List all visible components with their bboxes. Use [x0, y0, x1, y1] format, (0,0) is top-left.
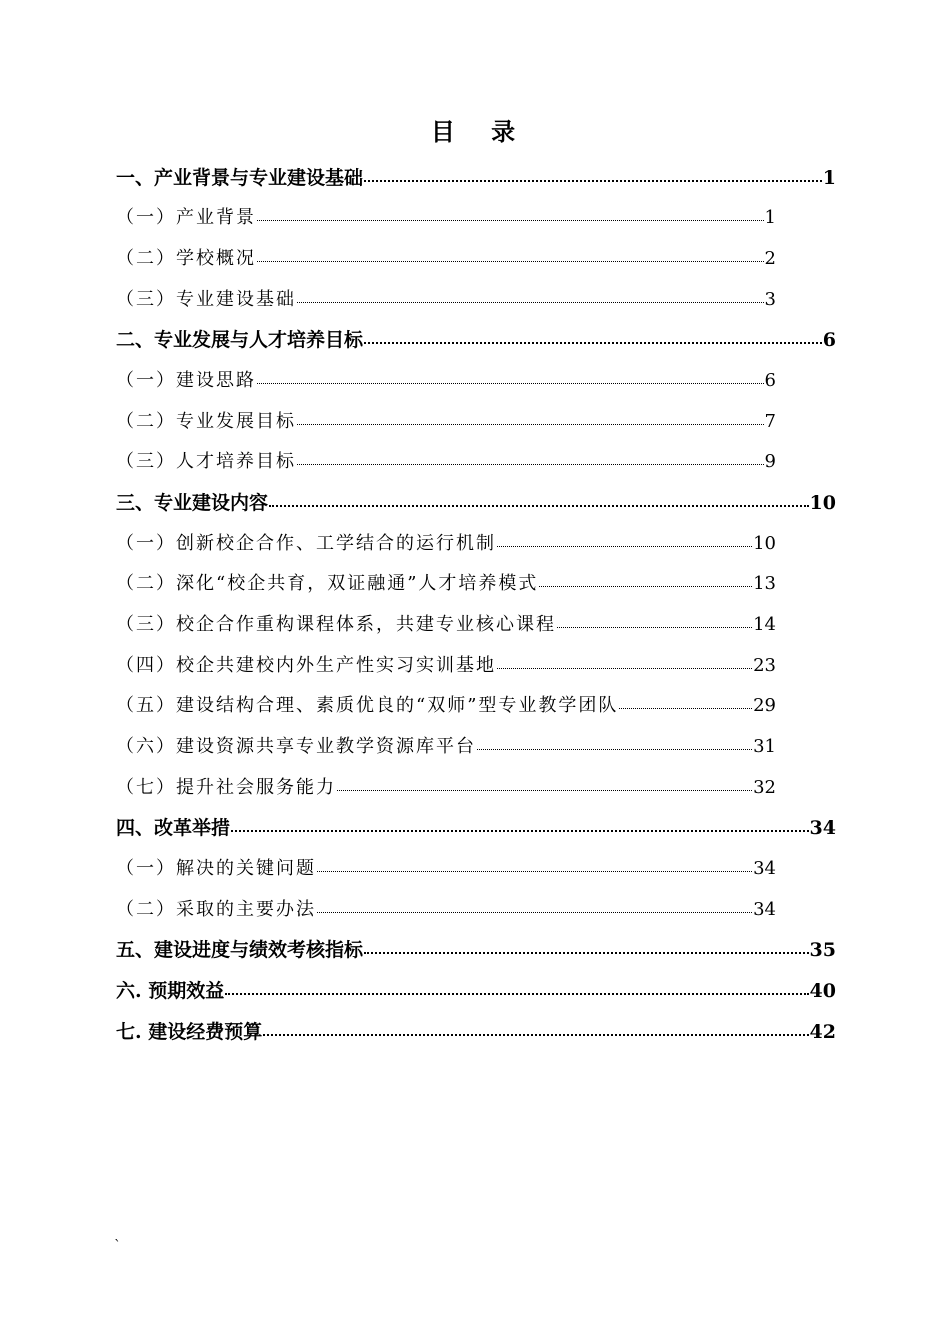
toc-dot-leader — [257, 205, 764, 223]
toc-entry[interactable] — [116, 976, 836, 1003]
toc-entry[interactable] — [116, 854, 776, 880]
toc-entry[interactable] — [116, 203, 776, 229]
toc-dot-leader — [225, 978, 808, 997]
toc-entry[interactable] — [116, 732, 776, 758]
toc-dot-leader — [317, 856, 752, 874]
toc-dot-leader — [269, 490, 809, 509]
toc-page-number: 34 — [753, 858, 776, 879]
toc-entry[interactable] — [116, 529, 776, 555]
toc-dot-leader — [297, 287, 764, 305]
toc-entry[interactable] — [116, 366, 776, 392]
toc-entry[interactable] — [116, 285, 776, 311]
toc-entry-label: 五、建设进度与绩效考核指标 — [116, 939, 364, 961]
toc-entry-label: 三、专业建设内容 — [116, 492, 269, 514]
toc-dot-leader — [297, 449, 764, 467]
toc-page-number: 7 — [764, 411, 776, 432]
toc-entry-label: （二）专业发展目标 — [116, 411, 296, 432]
toc-dot-leader — [364, 327, 822, 346]
toc-page-number: 3 — [764, 289, 776, 310]
toc-entry-label: （四）校企共建校内外生产性实习实训基地 — [116, 655, 496, 676]
toc-entry-label: 一、产业背景与专业建设基础 — [116, 167, 364, 189]
toc-dot-leader — [297, 409, 764, 427]
toc-entry-label: （一）产业背景 — [116, 207, 256, 228]
toc-entry-label: （二）采取的主要办法 — [116, 899, 316, 920]
toc-page-number: 34 — [753, 899, 776, 920]
toc-page-number: 6 — [822, 329, 836, 351]
toc-page-number: 10 — [753, 533, 776, 554]
toc-entry[interactable] — [116, 651, 776, 677]
toc-entry[interactable] — [116, 813, 836, 840]
toc-page-number: 29 — [753, 695, 776, 716]
toc-entry-label: （二）深化“校企共育，双证融通”人才培养模式 — [116, 573, 539, 594]
toc-entry-label: 七. 建设经费预算 — [116, 1021, 263, 1043]
toc-dot-leader — [497, 653, 752, 671]
toc-entry[interactable] — [116, 244, 776, 270]
toc-entry[interactable] — [116, 1017, 836, 1044]
toc-dot-leader — [539, 571, 752, 589]
toc-dot-leader — [263, 1019, 808, 1038]
toc-entry-label: 二、专业发展与人才培养目标 — [116, 329, 364, 351]
toc-entry[interactable] — [116, 935, 836, 962]
toc-dot-leader — [257, 368, 764, 386]
toc-entry[interactable] — [116, 163, 836, 190]
toc-entry-label: 四、改革举措 — [116, 817, 231, 839]
toc-entry[interactable] — [116, 773, 776, 799]
toc-dot-leader — [477, 734, 752, 752]
toc-entry[interactable] — [116, 610, 776, 636]
toc-dot-leader — [619, 693, 752, 711]
toc-entry-label: （七）提升社会服务能力 — [116, 777, 336, 798]
toc-page-number: 40 — [809, 980, 836, 1002]
toc-page-number: 35 — [809, 939, 836, 961]
toc-entry[interactable] — [116, 407, 776, 433]
toc-entry-label: （一）解决的关键问题 — [116, 858, 316, 879]
toc-dot-leader — [317, 897, 752, 915]
toc-page-number: 34 — [809, 817, 836, 839]
toc-entry-label: （六）建设资源共享专业教学资源库平台 — [116, 736, 476, 757]
toc-dot-leader — [557, 612, 752, 630]
toc-entry-label: （一）建设思路 — [116, 370, 256, 391]
toc-page-number: 2 — [764, 248, 776, 269]
toc-page-number: 9 — [764, 451, 776, 472]
toc-page-number: 31 — [753, 736, 776, 757]
toc-dot-leader — [497, 531, 752, 549]
toc-entry[interactable] — [116, 447, 776, 473]
toc-entry-label: （三）人才培养目标 — [116, 451, 296, 472]
toc-entry-label: （三）专业建设基础 — [116, 289, 296, 310]
toc-page-number: 6 — [764, 370, 776, 391]
toc-entry[interactable] — [116, 895, 776, 921]
toc-page-number: 1 — [822, 167, 836, 189]
toc-entry-label: （二）学校概况 — [116, 248, 256, 269]
toc-entry[interactable] — [116, 569, 776, 595]
toc-page-number: 23 — [753, 655, 776, 676]
toc-entry[interactable] — [116, 488, 836, 515]
toc-page-number: 10 — [809, 492, 836, 514]
toc-entry-label: （三）校企合作重构课程体系，共建专业核心课程 — [116, 614, 556, 635]
toc-dot-leader — [364, 165, 822, 184]
toc-page-number: 13 — [753, 573, 776, 594]
toc-title: 目 录 — [430, 117, 530, 146]
toc-entry-label: （五）建设结构合理、素质优良的“双师”型专业教学团队 — [116, 695, 619, 716]
toc-page-number: 42 — [809, 1021, 836, 1043]
toc-page-number: 32 — [753, 777, 776, 798]
toc-entry-label: 六. 预期效益 — [116, 980, 225, 1002]
toc-entry-label: （一）创新校企合作、工学结合的运行机制 — [116, 533, 496, 554]
toc-dot-leader — [364, 937, 809, 956]
toc-page-number: 14 — [753, 614, 776, 635]
toc-page-number: 1 — [764, 207, 776, 228]
toc-entry[interactable] — [116, 691, 776, 717]
toc-dot-leader — [231, 815, 809, 834]
toc-dot-leader — [337, 775, 752, 793]
toc-dot-leader — [257, 246, 764, 264]
toc-entry[interactable] — [116, 325, 836, 352]
footer-mark: ` — [114, 1238, 121, 1254]
